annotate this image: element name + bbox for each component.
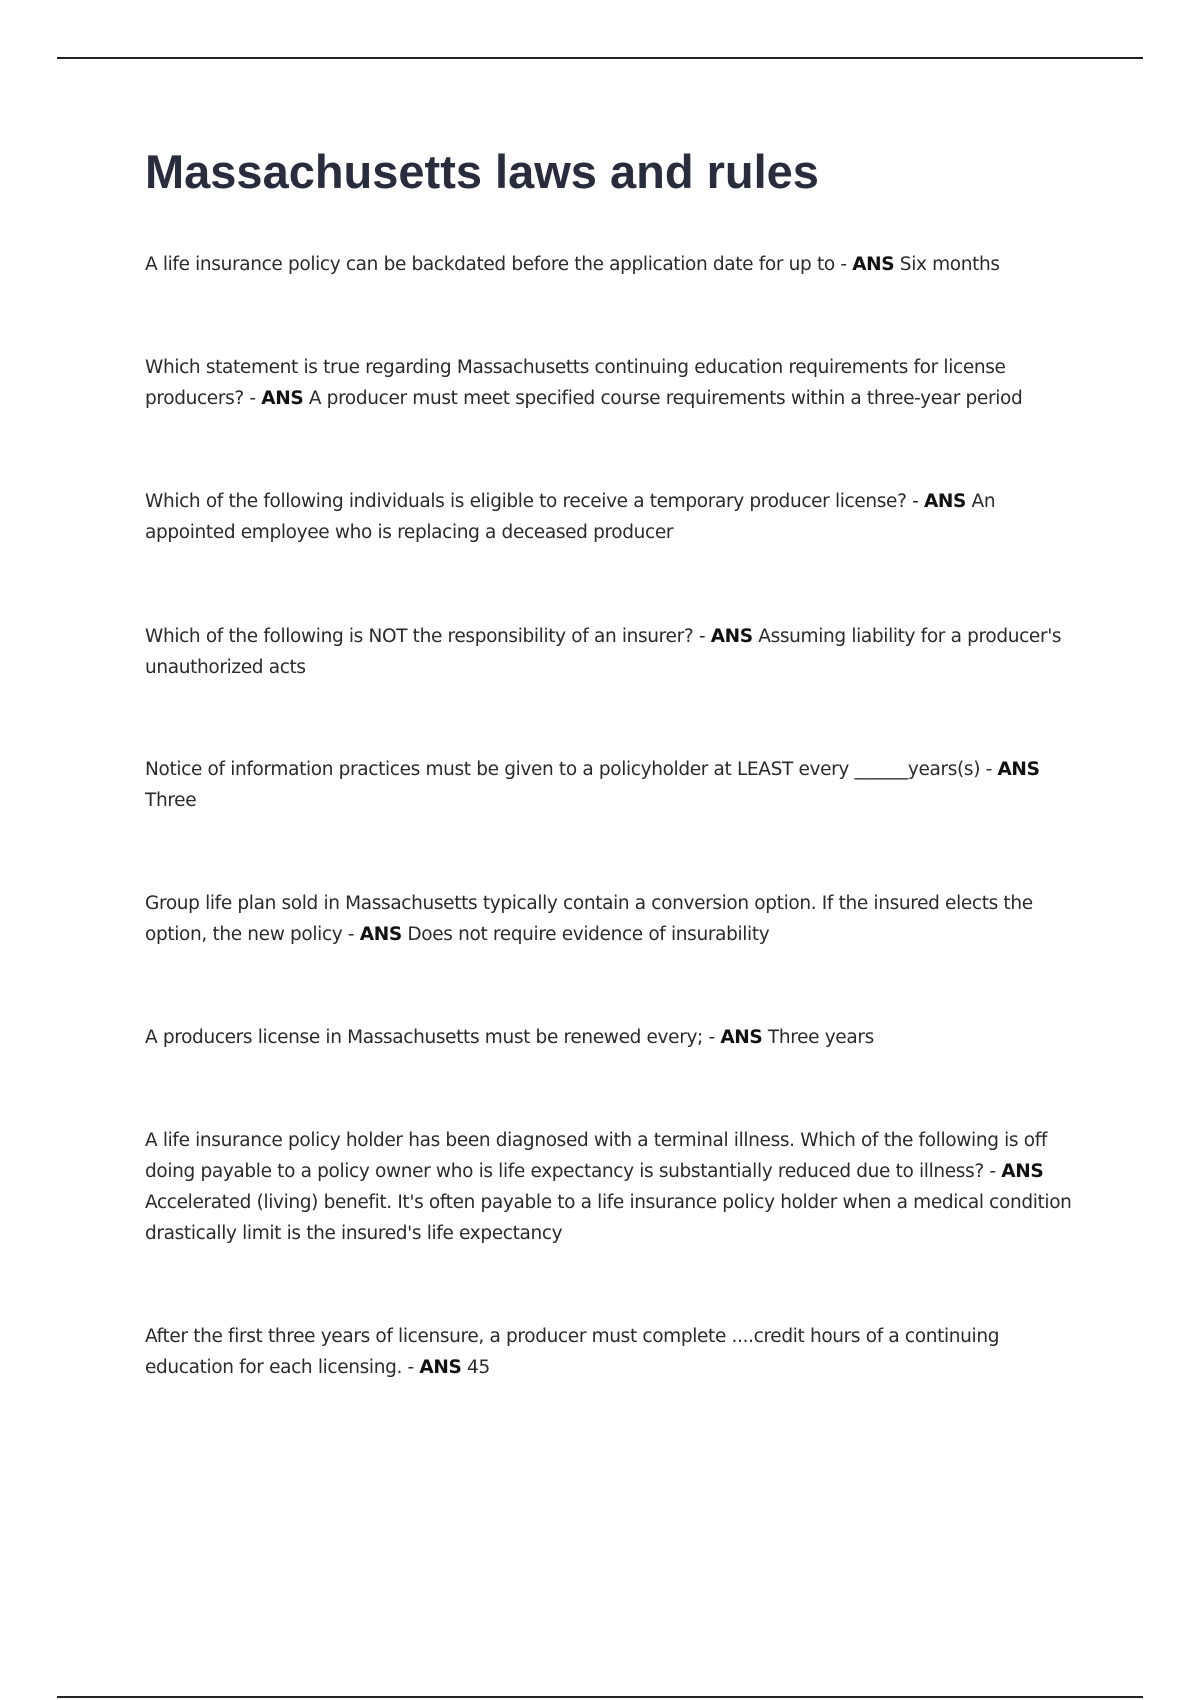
question-text: Notice of information practices must be given to a policyholder at LEAST every ______years(s) - [145,759,998,780]
qa-item [145,754,1080,816]
answer-text: Does not require evidence of insurability [401,924,770,945]
answer-text: 45 [461,1357,490,1378]
question-text: Group life plan sold in Massachusetts typically contain a conversion option. If the insured elects the option, the new policy - [145,893,1033,945]
answer-text: A producer must meet specified course requirements within a three-year period [303,388,1023,409]
answer-text: Three [145,790,197,811]
question-text: After the first three years of licensure, a producer must complete ....credit hours of a continuing education for each licensing. - [145,1326,1000,1378]
qa-item [145,249,1080,280]
answer-marker: ANS [359,924,402,945]
answer-marker: ANS [1001,1161,1044,1182]
qa-item [145,486,1080,548]
answer-text: Accelerated (living) benefit. It's often payable to a life insurance policy holder when a medical condition drastically limit is the insured's life expectancy [145,1192,1072,1244]
question-text: A life insurance policy holder has been diagnosed with a terminal illness. Which of the following is off doing payable to a policy owner who is life expectancy is substantially reduced due to illness? - [145,1130,1048,1182]
answer-marker: ANS [419,1357,462,1378]
qa-item [145,352,1080,414]
qa-item [145,1022,1080,1053]
answer-marker: ANS [710,626,753,647]
question-text: Which of the following is NOT the responsibility of an insurer? - [145,626,711,647]
question-text: A life insurance policy can be backdated before the application date for up to - [145,254,853,275]
qa-item [145,621,1080,683]
question-text: Which of the following individuals is eligible to receive a temporary producer license? - [145,491,924,512]
answer-text: Assuming liability for a producer's unauthorized acts [145,626,1062,678]
question-text: A producers license in Massachusetts must be renewed every; - [145,1027,721,1048]
answer-marker: ANS [852,254,895,275]
bottom-divider [57,1696,1143,1698]
answer-text: Three years [762,1027,874,1048]
answer-marker: ANS [261,388,304,409]
page-title: Massachusetts laws and rules [145,145,819,198]
answer-marker: ANS [997,759,1040,780]
question-text: Which statement is true regarding Massachusetts continuing education requirements for license producers? - [145,357,1006,409]
answer-marker: ANS [923,491,967,512]
top-divider [57,57,1143,59]
qa-item [145,888,1080,950]
qa-item [145,1321,1080,1383]
answer-text: An appointed employee who is replacing a deceased producer [145,491,996,543]
answer-text: Six months [894,254,1000,275]
qa-item [145,1125,1080,1249]
answer-marker: ANS [720,1027,763,1048]
